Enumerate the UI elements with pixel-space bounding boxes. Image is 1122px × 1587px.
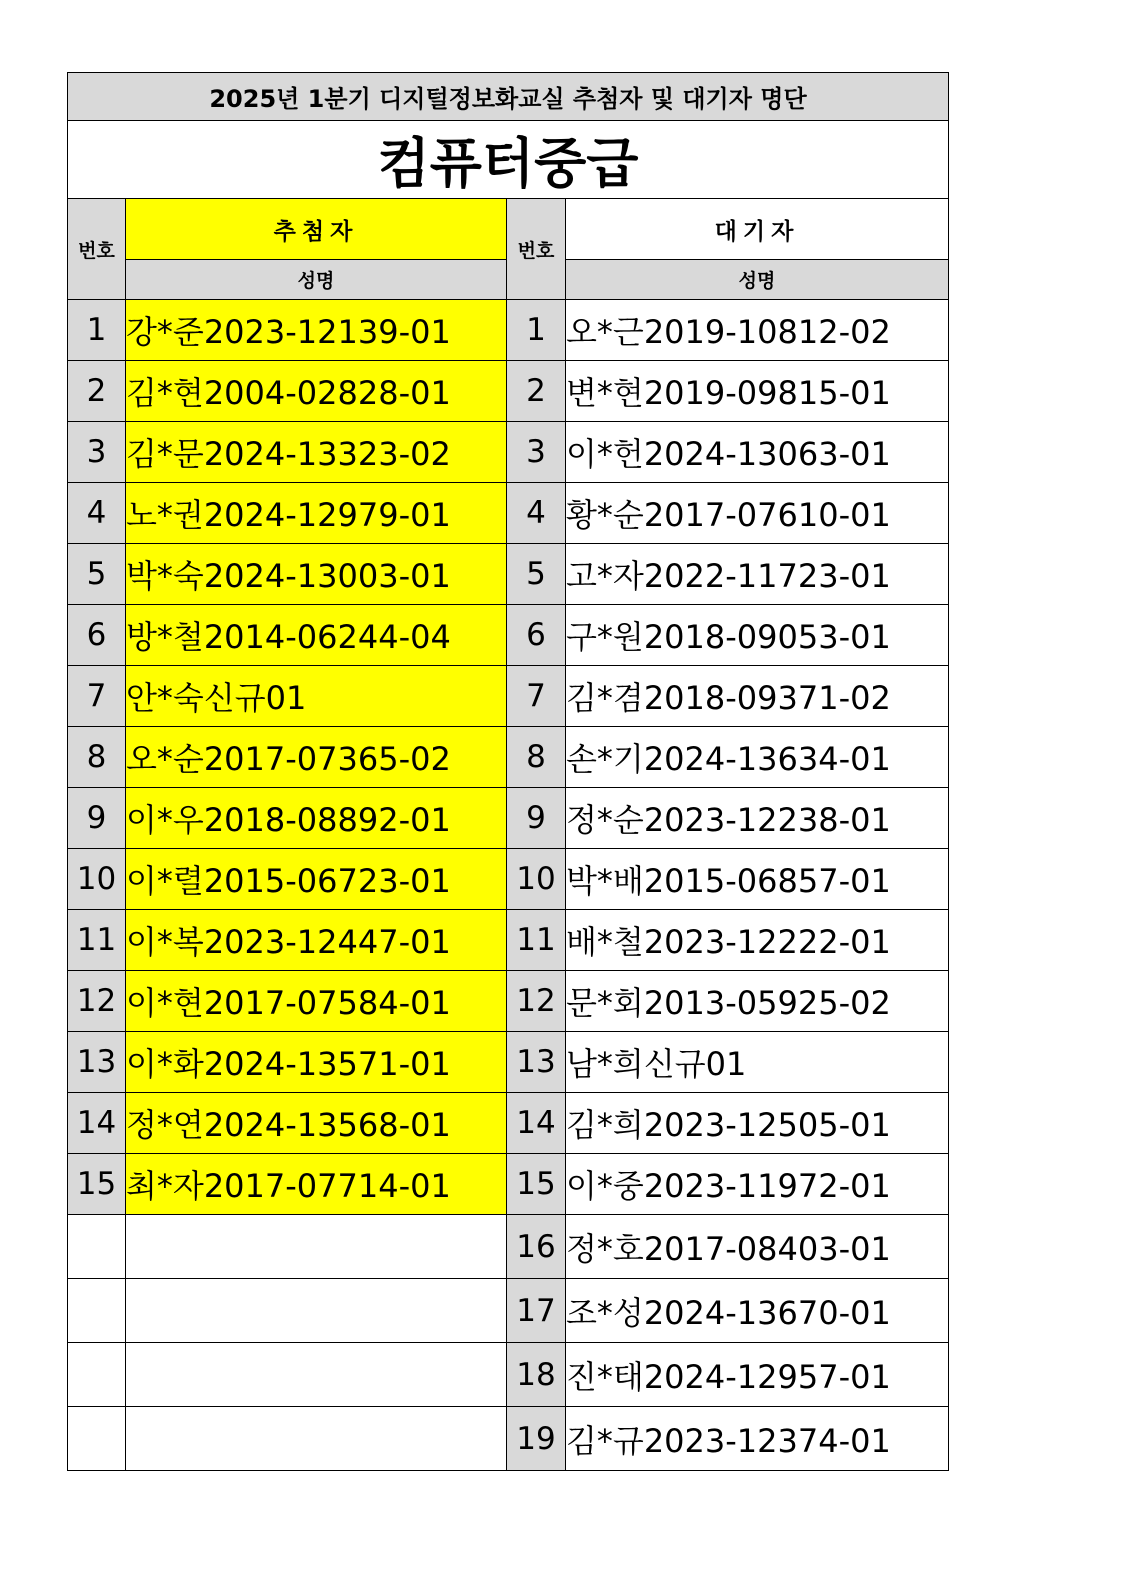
- table-row: [68, 971, 949, 1032]
- winner-number: 7: [68, 666, 126, 727]
- waitlist-name-header: 성명: [566, 260, 949, 300]
- waitlist-number: 18: [507, 1343, 566, 1407]
- winner-number: 11: [68, 910, 126, 971]
- waitlist-number: 11: [507, 910, 566, 971]
- winner-number: 13: [68, 1032, 126, 1093]
- waitlist-name: 변*현2019-09815-01: [566, 361, 949, 422]
- waitlist-name: 오*근2019-10812-02: [566, 300, 949, 361]
- table-row: [68, 422, 949, 483]
- waitlist-name: 황*순2017-07610-01: [566, 483, 949, 544]
- winner-number: 5: [68, 544, 126, 605]
- winner-name: 이*복2023-12447-01: [126, 910, 507, 971]
- waitlist-name: 김*겸2018-09371-02: [566, 666, 949, 727]
- winner-name: 이*우2018-08892-01: [126, 788, 507, 849]
- winner-name: 박*숙2024-13003-01: [126, 544, 507, 605]
- waitlist-name: 김*희2023-12505-01: [566, 1093, 949, 1154]
- table-row: [68, 605, 949, 666]
- waitlist-number-header: 번호: [507, 199, 566, 300]
- winner-name: 김*문2024-13323-02: [126, 422, 507, 483]
- table-row: [68, 483, 949, 544]
- table-row: [68, 1093, 949, 1154]
- waitlist-name: 진*태2024-12957-01: [566, 1343, 949, 1407]
- waitlist-number: 15: [507, 1154, 566, 1215]
- winners-name-header: 성명: [126, 260, 507, 300]
- waitlist-name: 박*배2015-06857-01: [566, 849, 949, 910]
- winner-number: [68, 1279, 126, 1343]
- waitlist-name: 이*중2023-11972-01: [566, 1154, 949, 1215]
- winner-number: 14: [68, 1093, 126, 1154]
- course-name: 컴퓨터중급: [68, 121, 949, 199]
- winner-name: 강*준2023-12139-01: [126, 300, 507, 361]
- waitlist-name: 김*규2023-12374-01: [566, 1407, 949, 1471]
- document-title: 2025년 1분기 디지털정보화교실 추첨자 및 대기자 명단: [68, 73, 949, 121]
- winners-header: 추첨자: [126, 199, 507, 260]
- waitlist-name: 이*헌2024-13063-01: [566, 422, 949, 483]
- waitlist-name: 조*성2024-13670-01: [566, 1279, 949, 1343]
- winner-name: [126, 1279, 507, 1343]
- waitlist-name: 문*회2013-05925-02: [566, 971, 949, 1032]
- waitlist-name: 정*순2023-12238-01: [566, 788, 949, 849]
- waitlist-number: 12: [507, 971, 566, 1032]
- table-row: [68, 1032, 949, 1093]
- table-row: [68, 1279, 949, 1343]
- waitlist-number: 7: [507, 666, 566, 727]
- waitlist-number: 17: [507, 1279, 566, 1343]
- waitlist-number: 13: [507, 1032, 566, 1093]
- table-row: [68, 849, 949, 910]
- winner-number: 4: [68, 483, 126, 544]
- table-row: [68, 727, 949, 788]
- waitlist-number: 4: [507, 483, 566, 544]
- winner-name: 이*화2024-13571-01: [126, 1032, 507, 1093]
- waitlist-number: 5: [507, 544, 566, 605]
- table-row: [68, 544, 949, 605]
- table-row: [68, 666, 949, 727]
- waitlist-number: 9: [507, 788, 566, 849]
- winner-number: 1: [68, 300, 126, 361]
- table-row: [68, 910, 949, 971]
- waitlist-number: 8: [507, 727, 566, 788]
- winner-name: [126, 1215, 507, 1279]
- winner-number: [68, 1215, 126, 1279]
- winner-name: 김*현2004-02828-01: [126, 361, 507, 422]
- waitlist-number: 3: [507, 422, 566, 483]
- table-row: [68, 1154, 949, 1215]
- waitlist-number: 6: [507, 605, 566, 666]
- table-row: [68, 1343, 949, 1407]
- winner-number: 12: [68, 971, 126, 1032]
- winner-number: 3: [68, 422, 126, 483]
- winner-name: 이*렬2015-06723-01: [126, 849, 507, 910]
- winner-name: 정*연2024-13568-01: [126, 1093, 507, 1154]
- winner-name: 최*자2017-07714-01: [126, 1154, 507, 1215]
- waitlist-number: 1: [507, 300, 566, 361]
- waitlist-number: 10: [507, 849, 566, 910]
- winner-number: 2: [68, 361, 126, 422]
- waitlist-header: 대기자: [566, 199, 949, 260]
- winner-name: 이*현2017-07584-01: [126, 971, 507, 1032]
- roster-table: [67, 72, 949, 1471]
- waitlist-name: 정*호2017-08403-01: [566, 1215, 949, 1279]
- winners-number-header: 번호: [68, 199, 126, 300]
- winner-number: 9: [68, 788, 126, 849]
- winner-number: 10: [68, 849, 126, 910]
- table-row: [68, 300, 949, 361]
- winner-name: [126, 1407, 507, 1471]
- waitlist-number: 14: [507, 1093, 566, 1154]
- waitlist-number: 16: [507, 1215, 566, 1279]
- winner-name: 방*철2014-06244-04: [126, 605, 507, 666]
- winner-name: 오*순2017-07365-02: [126, 727, 507, 788]
- waitlist-name: 배*철2023-12222-01: [566, 910, 949, 971]
- winner-number: 6: [68, 605, 126, 666]
- table-row: [68, 1215, 949, 1279]
- winner-number: 8: [68, 727, 126, 788]
- waitlist-number: 19: [507, 1407, 566, 1471]
- waitlist-name: 구*원2018-09053-01: [566, 605, 949, 666]
- winner-number: [68, 1343, 126, 1407]
- waitlist-number: 2: [507, 361, 566, 422]
- winner-number: [68, 1407, 126, 1471]
- waitlist-name: 손*기2024-13634-01: [566, 727, 949, 788]
- waitlist-name: 고*자2022-11723-01: [566, 544, 949, 605]
- winner-name: 안*숙신규01: [126, 666, 507, 727]
- table-row: [68, 788, 949, 849]
- waitlist-name: 남*희신규01: [566, 1032, 949, 1093]
- table-row: [68, 361, 949, 422]
- winner-number: 15: [68, 1154, 126, 1215]
- winner-name: [126, 1343, 507, 1407]
- winner-name: 노*권2024-12979-01: [126, 483, 507, 544]
- table-row: [68, 1407, 949, 1471]
